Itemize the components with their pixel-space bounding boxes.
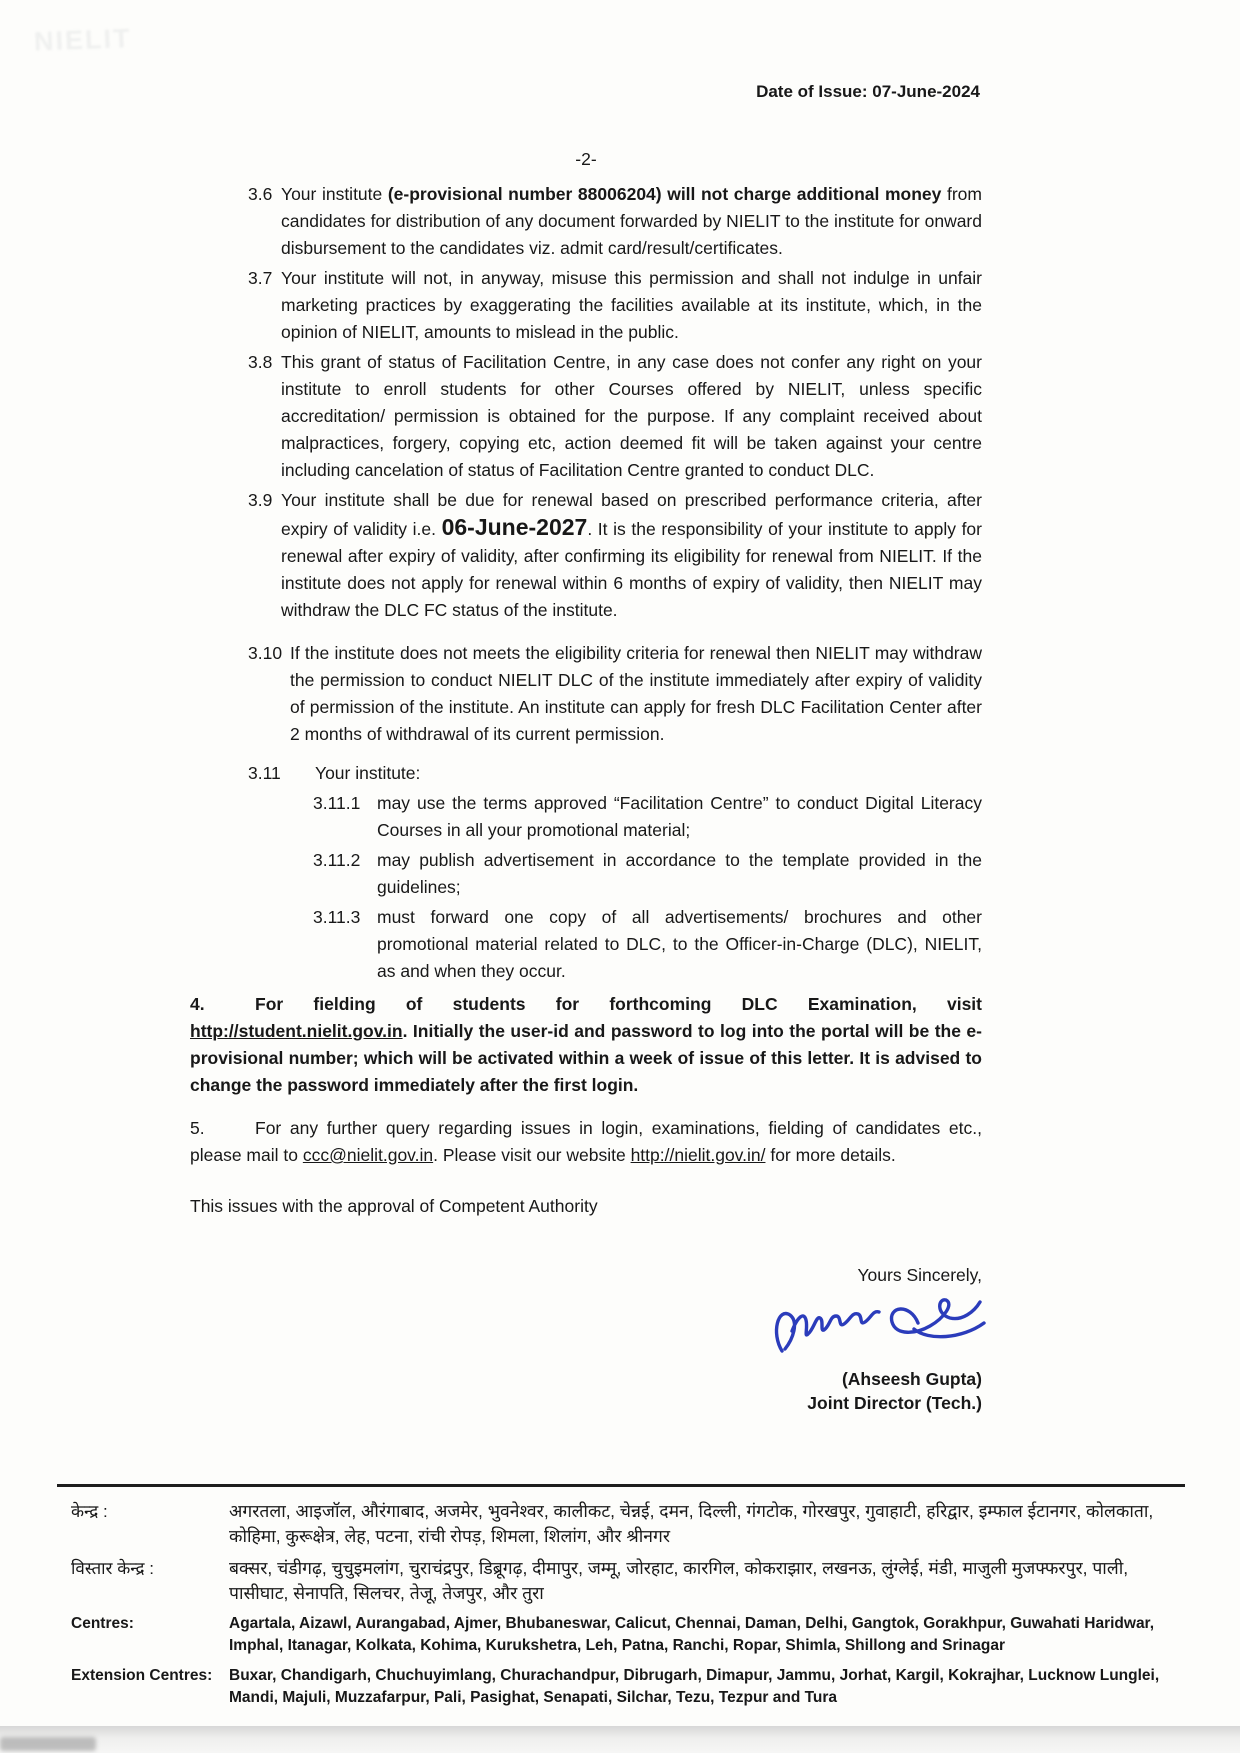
signatory-name: (Ahseesh Gupta) xyxy=(841,1369,982,1389)
clause-3-6 xyxy=(248,181,982,262)
clause-text: Your institute will not, in anyway, misuse this permission and shall not indulge in unfair marketing practices by exaggerating the facilities available at its institute, which, in the opinion of NIELIT, amounts to mislead in the public. xyxy=(281,268,982,342)
footer-value-extension-centres: Buxar, Chandigarh, Chuchuyimlang, Churachandpur, Dibrugarh, Dimapur, Jammu, Jorhat, Kargil, Kokrajhar, Lucknow Lunglei, Mandi, Majuli, Muzzafarpur, Pali, Pasighat, Senapati, Silchar, Tezu, Tezpur and Tura xyxy=(229,1667,1160,1706)
clause-3-11-1 xyxy=(248,790,982,844)
clause-3-10 xyxy=(248,640,982,748)
footer-label-vistar-kendra: विस्तार केन्द्र : xyxy=(71,1559,155,1578)
paragraph-4 xyxy=(190,991,982,1099)
clause-number: 3.11 xyxy=(248,763,281,783)
footer-label-centres: Centres: xyxy=(71,1615,134,1632)
footer-value-centres: Agartala, Aizawl, Aurangabad, Ajmer, Bhubaneswar, Calicut, Chennai, Daman, Delhi, Gangtok, Gorakhpur, Guwahati Haridwar, Imphal, Itanagar, Kolkata, Kohima, Kurukshetra, Leh, Patna, Ranchi, Ropar, Shimla, Shillong and Srinagar xyxy=(229,1615,1155,1654)
clause-text: Your institute (e-provisional number 88006204) will not charge additional money from candidates for distribution of any document forwarded by NIELIT to the institute for onward disbursement to the candidates viz. admit card/result/certificates. xyxy=(281,184,982,258)
clause-list xyxy=(190,181,982,985)
clause-3-9 xyxy=(248,487,982,624)
closing-line: This issues with the approval of Competent Authority xyxy=(190,1196,598,1216)
clause-3-11 xyxy=(248,760,982,787)
scan-corner-shadow xyxy=(0,1737,96,1751)
sign-off: Yours Sincerely, xyxy=(857,1265,982,1285)
clause-number: 3.8 xyxy=(248,352,273,372)
handwritten-signature xyxy=(190,1291,988,1367)
paragraph-5 xyxy=(190,1115,982,1169)
clause-3-8 xyxy=(248,349,982,484)
clause-number: 3.7 xyxy=(248,268,273,288)
clause-text: may use the terms approved “Facilitation Centre” to conduct Digital Literacy Courses in all your promotional material; xyxy=(377,793,982,840)
footer-row-kendra xyxy=(57,1499,1185,1549)
letter-body xyxy=(190,146,982,1415)
clause-3-11-3 xyxy=(248,904,982,985)
signature-ink xyxy=(766,1291,988,1365)
footer-label-extension-centres: Extension Centres: xyxy=(71,1667,213,1684)
clause-text: If the institute does not meets the eligibility criteria for renewal then NIELIT may withdraw the permission to conduct NIELIT DLC of the institute immediately after expiry of validity of permission of the institute. An institute can apply for fresh DLC Facilitation Center after 2 months of withdrawal of its current permission. xyxy=(290,643,982,744)
clause-number: 3.11.3 xyxy=(313,907,361,927)
clause-number: 3.10 xyxy=(248,643,283,663)
clause-text: Your institute: xyxy=(315,763,421,783)
clause-number: 3.9 xyxy=(248,490,273,510)
clause-number: 3.11.2 xyxy=(313,850,361,870)
clause-text: Your institute shall be due for renewal based on prescribed performance criteria, after expiry of validity i.e. 06-June-2027. It is the responsibility of your institute to apply for renewal after expiry of validity, after confirming its eligibility for renewal from NIELIT. If the institute does not apply for renewal within 6 months of expiry of validity, then NIELIT may withdraw the DLC FC status of the institute. xyxy=(281,490,982,620)
clause-text: must forward one copy of all advertisements/ brochures and other promotional material related to DLC, to the Officer-in-Charge (DLC), NIELIT, as and when they occur. xyxy=(377,907,982,981)
page-number: -2- xyxy=(575,149,597,169)
paragraph-number: 4. xyxy=(190,994,205,1014)
footer-row-extension-centres xyxy=(57,1665,1185,1708)
paragraph-text: For any further query regarding issues in login, examinations, fielding of candidates etc., please mail to ccc@nielit.gov.in. Please visit our website http://nielit.gov.in/ for more details. xyxy=(190,1118,982,1165)
paragraph-number: 5. xyxy=(190,1118,205,1138)
clause-3-7 xyxy=(248,265,982,346)
logo-showthrough-artifact: NIELIT xyxy=(33,23,133,57)
footer-value-kendra: अगरतला, आइजॉल, औरंगाबाद, अजमेर, भुवनेश्वर, कालीकट, चेन्नई, दमन, दिल्ली, गंगटोक, गोरखपुर, गुवाहाटी, हरिद्वार, इम्फाल ईटानगर, कोलकाता, कोहिमा, कुरूक्षेत्र, लेह, पटना, रांची रोपड़, शिमला, शिलांग, और श्रीनगर xyxy=(229,1501,1154,1546)
footer-label-kendra: केन्द्र : xyxy=(71,1502,108,1521)
clause-number: 3.11.1 xyxy=(313,793,361,813)
date-of-issue: Date of Issue: 07-June-2024 xyxy=(756,82,980,101)
paragraph-text: For fielding of students for forthcoming DLC Examination, visit http://student.nielit.gov.in. Initially the user-id and password to log into the portal will be the e-provisional number; which will be activated within a week of issue of this letter. It is advised to change the password immediately after the first login. xyxy=(190,994,982,1095)
letterhead-footer xyxy=(57,1484,1185,1717)
clause-text: This grant of status of Facilitation Centre, in any case does not confer any right on your institute to enroll students for other Courses offered by NIELIT, unless specific accreditation/ permission is obtained for the purpose. If any complaint received about malpractices, forgery, copying etc, action deemed fit will be taken against your centre including cancelation of status of Facilitation Centre granted to conduct DLC. xyxy=(281,352,982,480)
footer-row-centres xyxy=(57,1613,1185,1656)
clause-text: may publish advertisement in accordance to the template provided in the guidelines; xyxy=(377,850,982,897)
clause-number: 3.6 xyxy=(248,184,273,204)
footer-row-vistar-kendra xyxy=(57,1556,1185,1606)
footer-value-vistar-kendra: बक्सर, चंडीगढ़, चुचुइमलांग, चुराचंद्रपुर, डिब्रूगढ़, दीमापुर, जम्मू, जोरहाट, कारगिल, कोकराझार, लखनऊ, लुंग्लेई, मंडी, माजुली मुजफ्फरपुर, पाली, पासीघाट, सेनापति, सिलचर, तेजू, तेजपुर, और तुरा xyxy=(229,1558,1129,1603)
scan-edge-shadow xyxy=(0,1726,1240,1753)
signatory-title: Joint Director (Tech.) xyxy=(807,1393,982,1413)
clause-3-11-2 xyxy=(248,847,982,901)
